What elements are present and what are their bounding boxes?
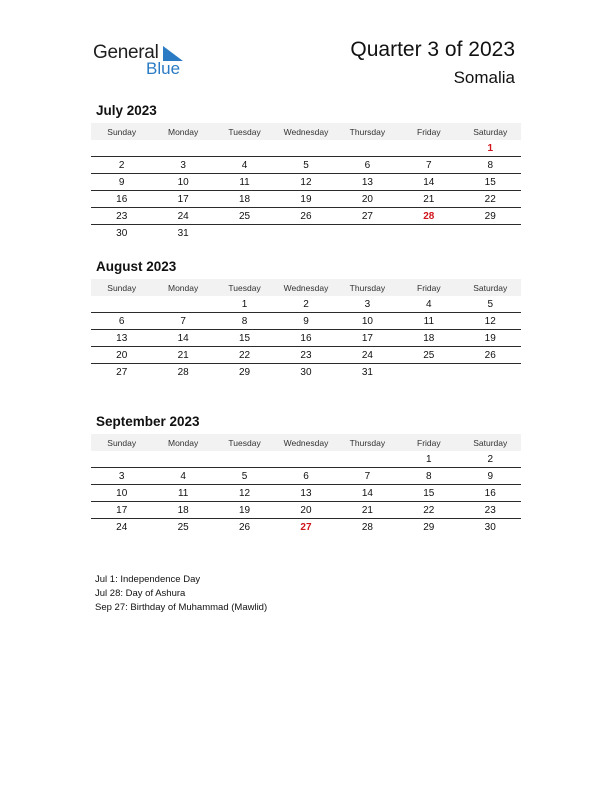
day-cell: 12 bbox=[238, 487, 251, 499]
holiday-note: Sep 27: Birthday of Muhammad (Mawlid) bbox=[95, 602, 268, 613]
day-cell: 3 bbox=[118, 470, 125, 482]
country-name: Somalia bbox=[453, 68, 515, 87]
day-cell: 16 bbox=[116, 193, 128, 205]
weekday-label: Friday bbox=[417, 282, 441, 293]
day-cell: 29 bbox=[484, 210, 496, 222]
day-cell: 8 bbox=[241, 315, 248, 327]
day-cell: 21 bbox=[177, 349, 189, 361]
holiday-day-cell: 27 bbox=[300, 522, 312, 533]
weekday-label: Thursday bbox=[349, 282, 386, 293]
week-row bbox=[91, 174, 521, 191]
weekday-label: Tuesday bbox=[228, 282, 261, 293]
day-cell: 24 bbox=[177, 210, 189, 222]
month-title: August 2023 bbox=[96, 259, 177, 274]
day-cell: 2 bbox=[487, 453, 494, 465]
week-row bbox=[91, 468, 521, 485]
day-cell: 3 bbox=[364, 298, 371, 310]
weekday-label: Tuesday bbox=[228, 437, 261, 448]
day-cell: 5 bbox=[487, 298, 494, 310]
day-cell: 22 bbox=[484, 193, 496, 205]
weekday-label: Saturday bbox=[473, 437, 508, 448]
day-cell: 9 bbox=[487, 470, 494, 482]
day-cell: 3 bbox=[180, 159, 186, 171]
weekday-label: Sunday bbox=[107, 282, 137, 293]
month-calendar-august bbox=[91, 259, 521, 381]
month-calendar-september bbox=[91, 414, 521, 536]
day-cell: 4 bbox=[426, 298, 432, 310]
day-cell: 11 bbox=[177, 487, 189, 499]
weekday-label: Friday bbox=[417, 437, 441, 448]
day-cell: 14 bbox=[361, 487, 373, 499]
day-cell: 26 bbox=[484, 349, 496, 361]
weekday-label: Saturday bbox=[473, 282, 508, 293]
day-cell: 15 bbox=[484, 176, 496, 188]
day-cell: 30 bbox=[300, 367, 312, 378]
day-cell: 6 bbox=[364, 159, 371, 171]
day-cell: 4 bbox=[180, 470, 186, 482]
day-cell: 29 bbox=[238, 367, 251, 378]
weekday-label: Thursday bbox=[349, 126, 386, 137]
day-cell: 29 bbox=[423, 522, 435, 533]
day-cell: 21 bbox=[423, 193, 435, 205]
day-cell: 2 bbox=[118, 159, 125, 171]
day-cell: 12 bbox=[484, 315, 496, 327]
day-cell: 30 bbox=[116, 228, 128, 239]
day-cell: 8 bbox=[487, 159, 494, 171]
week-row bbox=[91, 208, 521, 225]
day-cell: 18 bbox=[177, 504, 189, 516]
week-row bbox=[91, 364, 521, 381]
weekday-header-row bbox=[91, 279, 521, 296]
day-cell: 15 bbox=[238, 332, 251, 344]
logo-blue-text: Blue bbox=[146, 59, 181, 78]
logo bbox=[93, 40, 203, 82]
week-row bbox=[91, 330, 521, 347]
day-cell: 18 bbox=[238, 193, 251, 205]
weekday-label: Monday bbox=[168, 282, 199, 293]
day-cell: 15 bbox=[423, 487, 435, 499]
holiday-day-cell: 1 bbox=[487, 142, 494, 154]
day-cell: 22 bbox=[423, 504, 435, 516]
day-cell: 17 bbox=[116, 504, 128, 516]
day-cell: 23 bbox=[116, 210, 128, 222]
day-cell: 5 bbox=[241, 470, 248, 482]
day-cell: 7 bbox=[364, 470, 371, 482]
day-cell: 13 bbox=[300, 487, 312, 499]
day-cell: 16 bbox=[484, 487, 496, 499]
day-cell: 16 bbox=[300, 332, 312, 344]
day-cell: 6 bbox=[118, 315, 125, 327]
day-cell: 9 bbox=[303, 315, 309, 327]
day-cell: 24 bbox=[116, 522, 128, 533]
weekday-header-row bbox=[91, 434, 521, 451]
day-cell: 31 bbox=[177, 228, 189, 239]
week-row bbox=[91, 157, 521, 174]
day-cell: 31 bbox=[361, 367, 373, 378]
weekday-label: Friday bbox=[417, 126, 441, 137]
weekday-header-row bbox=[91, 123, 521, 140]
week-row bbox=[91, 191, 521, 208]
day-cell: 14 bbox=[177, 332, 189, 344]
weekday-label: Wednesday bbox=[283, 126, 329, 137]
weekday-label: Tuesday bbox=[228, 126, 261, 137]
weekday-label: Saturday bbox=[473, 126, 508, 137]
day-cell: 11 bbox=[423, 315, 435, 327]
day-cell: 17 bbox=[361, 332, 373, 344]
logo-general-text: General bbox=[93, 42, 159, 63]
day-cell: 4 bbox=[241, 159, 248, 171]
week-row bbox=[91, 313, 521, 330]
day-cell: 12 bbox=[300, 176, 312, 188]
day-cell: 6 bbox=[303, 470, 309, 482]
month-calendar-july bbox=[91, 103, 521, 242]
holiday-note: Jul 28: Day of Ashura bbox=[95, 588, 186, 599]
day-cell: 20 bbox=[361, 193, 373, 205]
day-cell: 26 bbox=[238, 522, 251, 533]
day-cell: 23 bbox=[484, 504, 496, 516]
day-cell: 22 bbox=[238, 349, 251, 361]
page-title: Quarter 3 of 2023 bbox=[350, 38, 515, 61]
day-cell: 20 bbox=[300, 504, 312, 516]
day-cell: 14 bbox=[423, 176, 435, 188]
day-cell: 21 bbox=[361, 504, 373, 516]
week-row bbox=[91, 347, 521, 364]
day-cell: 8 bbox=[426, 470, 432, 482]
day-cell: 10 bbox=[177, 176, 189, 188]
weekday-label: Sunday bbox=[107, 437, 137, 448]
day-cell: 13 bbox=[116, 332, 128, 344]
day-cell: 26 bbox=[300, 210, 312, 222]
day-cell: 27 bbox=[116, 367, 128, 378]
day-cell: 1 bbox=[426, 453, 432, 465]
day-cell: 19 bbox=[238, 504, 251, 516]
day-cell: 24 bbox=[361, 349, 373, 361]
day-cell: 11 bbox=[239, 176, 250, 188]
day-cell: 19 bbox=[484, 332, 496, 344]
month-title: September 2023 bbox=[96, 414, 200, 429]
holiday-day-cell: 28 bbox=[423, 210, 435, 222]
day-cell: 18 bbox=[423, 332, 435, 344]
week-row bbox=[91, 225, 521, 242]
day-cell: 10 bbox=[361, 315, 373, 327]
weekday-label: Wednesday bbox=[283, 437, 329, 448]
weekday-label: Sunday bbox=[107, 126, 137, 137]
holiday-notes bbox=[95, 573, 267, 615]
weekday-label: Monday bbox=[168, 126, 199, 137]
day-cell: 10 bbox=[116, 487, 128, 499]
day-cell: 25 bbox=[177, 522, 189, 533]
day-cell: 27 bbox=[361, 210, 373, 222]
day-cell: 25 bbox=[238, 210, 251, 222]
day-cell: 23 bbox=[300, 349, 312, 361]
day-cell: 19 bbox=[300, 193, 312, 205]
day-cell: 2 bbox=[303, 298, 309, 310]
day-cell: 25 bbox=[423, 349, 435, 361]
day-cell: 5 bbox=[303, 159, 309, 171]
day-cell: 20 bbox=[116, 349, 128, 361]
weekday-label: Monday bbox=[168, 437, 199, 448]
month-title: July 2023 bbox=[96, 103, 157, 118]
day-cell: 17 bbox=[177, 193, 189, 205]
day-cell: 9 bbox=[118, 176, 125, 188]
day-cell: 30 bbox=[484, 522, 496, 533]
week-row bbox=[91, 502, 521, 519]
week-row bbox=[91, 519, 521, 536]
week-row bbox=[91, 296, 521, 313]
day-cell: 28 bbox=[361, 522, 373, 533]
day-cell: 7 bbox=[426, 159, 432, 171]
week-row bbox=[91, 451, 521, 468]
weekday-label: Wednesday bbox=[283, 282, 329, 293]
day-cell: 28 bbox=[177, 367, 189, 378]
day-cell: 13 bbox=[361, 176, 373, 188]
day-cell: 1 bbox=[241, 298, 248, 310]
holiday-note: Jul 1: Independence Day bbox=[95, 574, 201, 585]
weekday-label: Thursday bbox=[349, 437, 386, 448]
week-row bbox=[91, 140, 521, 157]
week-row bbox=[91, 485, 521, 502]
day-cell: 7 bbox=[180, 315, 186, 327]
